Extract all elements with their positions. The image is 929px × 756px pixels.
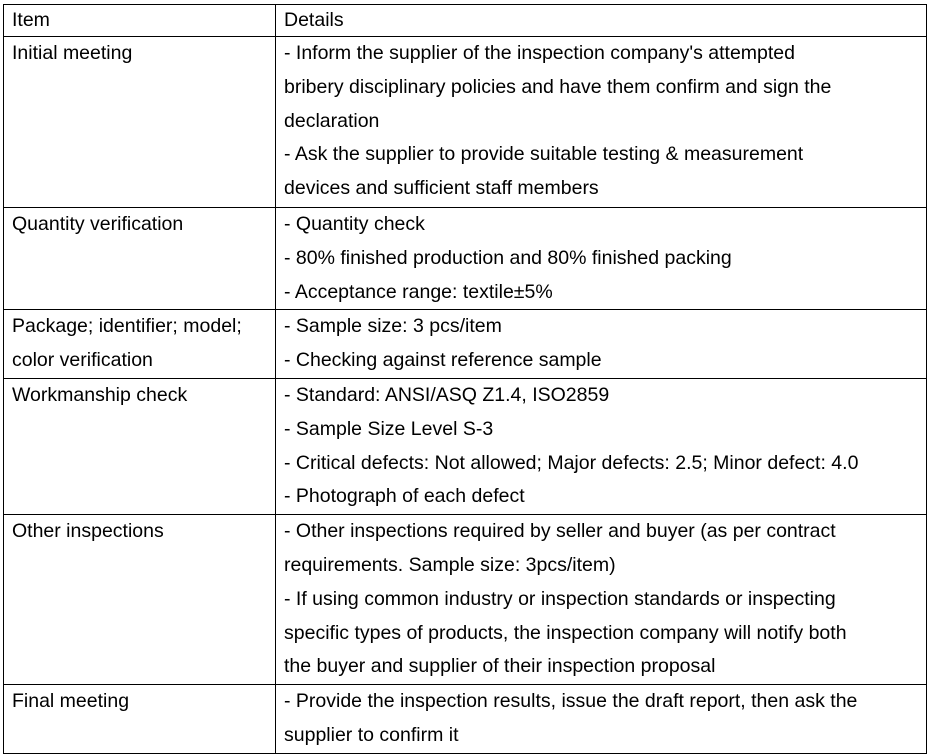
- item-text: color verification: [12, 349, 153, 372]
- details-cell: [276, 378, 927, 514]
- details-line: - Quantity check: [284, 213, 425, 235]
- details-line: - Inform the supplier of the inspection company's attempted: [284, 42, 795, 64]
- item-cell: [4, 378, 276, 514]
- item-text: Quantity verification: [12, 213, 184, 235]
- table-row: [4, 515, 927, 685]
- details-line: - Sample size: 3 pcs/item: [284, 315, 502, 338]
- details-line: - Ask the supplier to provide suitable testing & measurement: [284, 143, 804, 166]
- details-line: - Acceptance range: textile±5%: [284, 280, 553, 303]
- table-row: [4, 310, 927, 379]
- details-line: supplier to confirm it: [284, 723, 459, 746]
- header-details: Details: [276, 5, 927, 37]
- details-line: - Standard: ANSI/ASQ Z1.4, ISO2859: [284, 383, 610, 406]
- item-text: Package; identifier; model;: [12, 315, 242, 338]
- details-line: - Critical defects: Not allowed; Major defects: 2.5; Minor defect: 4.0: [284, 451, 859, 474]
- details-cell: [276, 37, 927, 208]
- inspection-process-table: [3, 4, 927, 754]
- details-line: the buyer and supplier of their inspection proposal: [284, 655, 716, 678]
- details-line: - 80% finished production and 80% finished packing: [284, 246, 732, 269]
- details-cell: [276, 208, 927, 310]
- table-row: [4, 378, 927, 514]
- details-line: - If using common industry or inspection standards or inspecting: [284, 587, 836, 610]
- item-text: Other inspections: [12, 520, 164, 543]
- item-cell: [4, 515, 276, 685]
- table-row: [4, 208, 927, 310]
- table-row: [4, 685, 927, 754]
- table-row: [4, 37, 927, 208]
- details-line: declaration: [284, 109, 380, 132]
- item-cell: [4, 685, 276, 754]
- details-line: - Provide the inspection results, issue the draft report, then ask the: [284, 690, 858, 713]
- details-line: bribery disciplinary policies and have them confirm and sign the: [284, 75, 832, 98]
- details-line: - Photograph of each defect: [284, 485, 525, 508]
- item-text: Workmanship check: [12, 383, 188, 406]
- details-line: devices and sufficient staff members: [284, 177, 599, 200]
- item-text: Final meeting: [12, 690, 130, 713]
- item-cell: [4, 37, 276, 208]
- item-cell: [4, 310, 276, 379]
- details-line: - Sample Size Level S-3: [284, 417, 494, 440]
- details-line: specific types of products, the inspection company will notify both: [284, 621, 847, 644]
- details-cell: [276, 515, 927, 685]
- details-line: - Checking against reference sample: [284, 349, 602, 372]
- details-line: requirements. Sample size: 3pcs/item): [284, 553, 616, 576]
- item-text: Initial meeting: [12, 42, 133, 64]
- details-cell: [276, 310, 927, 379]
- item-cell: [4, 208, 276, 310]
- details-cell: [276, 685, 927, 754]
- details-line: - Other inspections required by seller and buyer (as per contract: [284, 520, 836, 543]
- header-item: Item: [4, 5, 276, 37]
- table-header-row: [4, 5, 927, 37]
